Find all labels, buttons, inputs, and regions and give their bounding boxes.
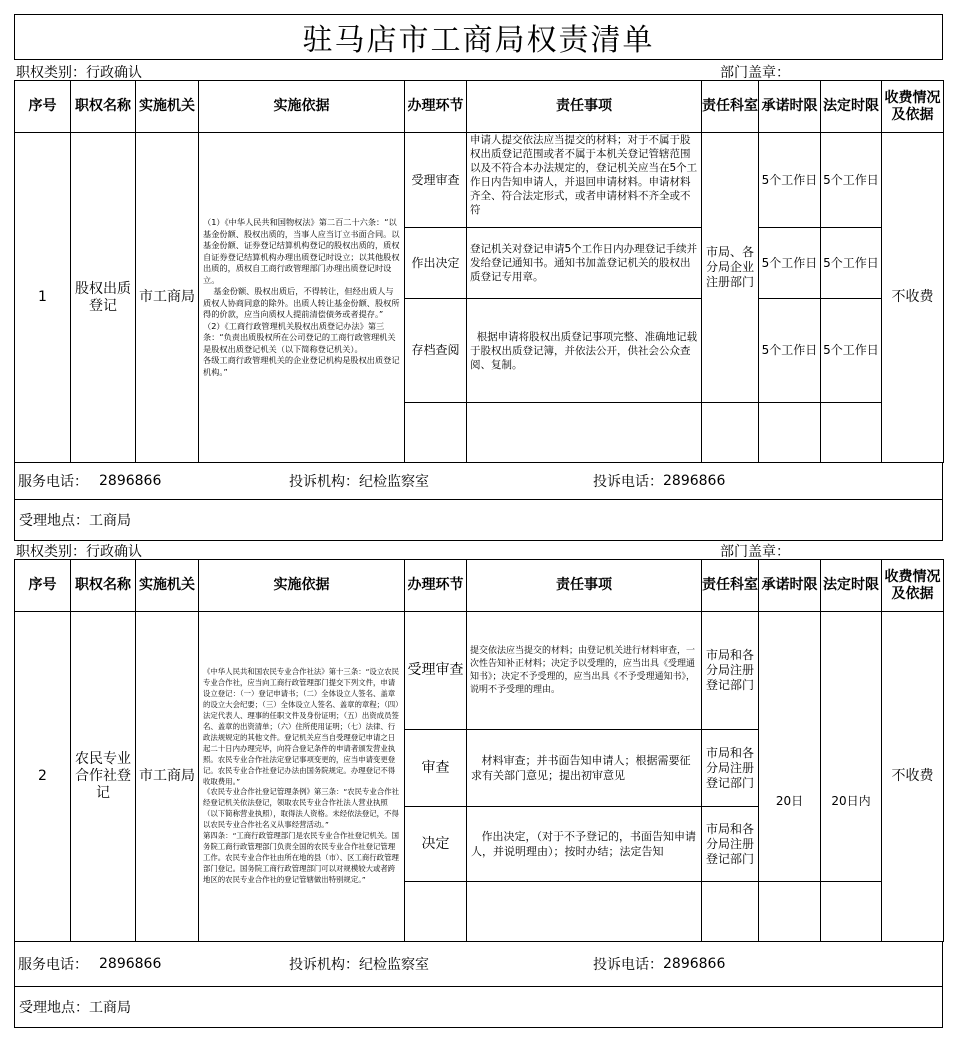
step-duty: 材料审查；并书面告知申请人；根据需要征求有关部门意见；提出初审意见 bbox=[467, 730, 702, 807]
agency: 市工商局 bbox=[136, 612, 199, 942]
legal-basis: 《中华人民共和国农民专业合作社法》第十三条：“设立农民专业合作社，应当向工商行政管理部门提交下列文件，申请设立登记：（一）登记申请书；（二）全体设立人签名、盖章的设立大会纪要；（三）全体设立人签名、盖章的章程；（四）法定代表人、理事的任职文件及身份证明；（五）出资成员签名、盖章的出资清单；（六）住所使用证明；（七）法律、行政法规规定的其他文件。登记机关应当自受理登记申请之日起二十日内办理完毕，向符合登记条件的申请者颁发营业执照。农民专业合作社法定登记事项变更的，应当申请变更登记。农民专业合作社登记办法由国务院规定。办理登记不得收取费用。” 《农民专业合作社登记管理条例》第三条：“农民专业合作社经登记机关依法登记，领取农民专业合作社法人营业执照（以下简称营业执照），取得法人资格。未经依法登记，不得以农民专业合作社名义从事经营活动。” 第四条：“工商行政管理部门是农民专业合作社登记机关。国务院工商行政管理部门负责全国的农民专业合作社登记管理工作。农民专业合作社由所在地的县（市）、区工商行政管理部门登记。国务院工商行政管理部门可以对规模较大或者跨地区的农民专业合作社的登记管辖做出特别规定。” bbox=[199, 612, 405, 942]
service-info-row-2 bbox=[14, 941, 943, 987]
empty-cell bbox=[821, 403, 882, 463]
complaint-phone-label: 投诉电话： bbox=[593, 474, 663, 490]
powers-table-2 bbox=[14, 559, 944, 942]
complaint-phone: 2896866 bbox=[663, 956, 726, 972]
agency: 市工商局 bbox=[136, 133, 199, 463]
header-basis: 实施依据 bbox=[199, 81, 405, 133]
complaint-org: 投诉机构：纪检监察室 bbox=[289, 474, 429, 490]
empty-cell bbox=[702, 403, 759, 463]
service-phone: 2896866 bbox=[99, 956, 162, 972]
step-name: 受理审查 bbox=[405, 612, 467, 730]
legal-basis: （1）《中华人民共和国物权法》第二百二十六条：“以基金份额、股权出质的，当事人应当订立书面合同。以基金份额、证券登记结算机构登记的股权出质的，质权自证券登记结算机构办理出质登记时设立；以其他股权出质的，质权自工商行政管理部门办理出质登记时设立。 基金份额、股权出质后，不得转让，但经出质人与质权人协商同意的除外。出质人转让基金份额、股权所得的价款，应当向质权人提前清偿债务或者提存。” （2）《工商行政管理机关股权出质登记办法》第三条：“负责出质股权所在公司登记的工商行政管理机关是股权出质登记机关（以下简称登记机关）。 各级工商行政管理机关的企业登记机构是股权出质登记机构。” bbox=[199, 133, 405, 463]
legal-time: 5个工作日 bbox=[821, 228, 882, 299]
step-duty: 提交依法应当提交的材料；由登记机关进行材料审查，一次性告知补正材料；决定予以受理的，应当出具《受理通知书》；决定不予受理的，应当出具《不予受理通知书》，说明不予受理的理由。 bbox=[467, 612, 702, 730]
power-name: 农民专业合作社登记 bbox=[71, 612, 136, 942]
header-fee: 收费情况及依据 bbox=[882, 81, 944, 133]
empty-cell bbox=[467, 882, 702, 942]
header-agency: 实施机关 bbox=[136, 560, 199, 612]
header-fee: 收费情况及依据 bbox=[882, 560, 944, 612]
complaint-phone: 2896866 bbox=[663, 473, 726, 489]
step-name: 作出决定 bbox=[405, 228, 467, 299]
powers-table-1 bbox=[14, 80, 944, 463]
step-duty bbox=[467, 133, 702, 228]
promise-time: 5个工作日 bbox=[759, 228, 821, 299]
step-duty: 作出决定，（对于不予登记的，书面告知申请人，并说明理由）；按时办结；法定告知 bbox=[467, 807, 702, 882]
header-duty: 责任事项 bbox=[467, 560, 702, 612]
service-phone-label: 服务电话： bbox=[18, 957, 88, 973]
seal-label: 部门盖章： bbox=[720, 544, 790, 560]
header-dept: 责任科室 bbox=[702, 560, 759, 612]
empty-cell bbox=[702, 882, 759, 942]
header-step: 办理环节 bbox=[405, 81, 467, 133]
header-name: 职权名称 bbox=[71, 560, 136, 612]
service-info-row-1 bbox=[14, 462, 943, 500]
responsible-dept: 市局和各分局注册登记部门 bbox=[702, 807, 759, 882]
location: 受理地点：工商局 bbox=[19, 1000, 131, 1016]
category-label: 职权类别：行政确认 bbox=[16, 65, 142, 81]
step-name: 存档查阅 bbox=[405, 299, 467, 403]
empty-cell bbox=[759, 403, 821, 463]
step-name: 审查 bbox=[405, 730, 467, 807]
header-step: 办理环节 bbox=[405, 560, 467, 612]
header-no: 序号 bbox=[15, 560, 71, 612]
header-legal: 法定时限 bbox=[821, 560, 882, 612]
header-no: 序号 bbox=[15, 81, 71, 133]
empty-cell bbox=[405, 882, 467, 942]
empty-cell bbox=[405, 403, 467, 463]
header-basis: 实施依据 bbox=[199, 560, 405, 612]
seal-label: 部门盖章： bbox=[720, 65, 790, 81]
power-name: 股权出质登记 bbox=[71, 133, 136, 463]
service-phone-label: 服务电话： bbox=[18, 474, 88, 490]
step-duty-text: 申请人提交依法应当提交的材料；对于不属于股权出质登记范围或者不属于本机关登记管辖范围以及不符合本办法规定的，登记机关应当在5个工作日内告知申请人，并退回申请材料。申请材料齐全、符合法定形式，或者申请材料不齐全或不符 bbox=[470, 134, 698, 216]
page-title: 驻马店市工商局权责清单 bbox=[14, 14, 943, 60]
location-row-2 bbox=[14, 986, 943, 1028]
responsible-dept: 市局和各分局注册登记部门 bbox=[702, 612, 759, 730]
empty-cell bbox=[821, 882, 882, 942]
complaint-phone-label: 投诉电话： bbox=[593, 957, 663, 973]
service-phone: 2896866 bbox=[99, 473, 162, 489]
header-name: 职权名称 bbox=[71, 81, 136, 133]
header-promise: 承诺时限 bbox=[759, 560, 821, 612]
step-duty: 根据申请将股权出质登记事项完整、准确地记载于股权出质登记簿，并依法公开，供社会公众查阅、复制。 bbox=[467, 299, 702, 403]
header-legal: 法定时限 bbox=[821, 81, 882, 133]
step-name: 受理审查 bbox=[405, 133, 467, 228]
responsible-dept: 市局和各分局注册登记部门 bbox=[702, 730, 759, 807]
row-no: 1 bbox=[15, 133, 71, 463]
header-agency: 实施机关 bbox=[136, 81, 199, 133]
promise-time: 5个工作日 bbox=[759, 133, 821, 228]
header-dept: 责任科室 bbox=[702, 81, 759, 133]
empty-cell bbox=[759, 882, 821, 942]
header-duty: 责任事项 bbox=[467, 81, 702, 133]
complaint-org: 投诉机构：纪检监察室 bbox=[289, 957, 429, 973]
empty-cell bbox=[467, 403, 702, 463]
step-duty: 登记机关对登记申请5个工作日内办理登记手续并发给登记通知书。通知书加盖登记机关的股权出质登记专用章。 bbox=[467, 228, 702, 299]
category-label: 职权类别：行政确认 bbox=[16, 544, 142, 560]
fee-status: 不收费 bbox=[882, 133, 944, 463]
promise-time: 20日 bbox=[759, 612, 821, 882]
fee-status: 不收费 bbox=[882, 612, 944, 942]
responsible-dept: 市局、各分局企业注册部门 bbox=[702, 133, 759, 403]
location-row-1 bbox=[14, 499, 943, 541]
legal-time: 20日内 bbox=[821, 612, 882, 882]
row-no: 2 bbox=[15, 612, 71, 942]
legal-time: 5个工作日 bbox=[821, 133, 882, 228]
location: 受理地点：工商局 bbox=[19, 513, 131, 529]
promise-time: 5个工作日 bbox=[759, 299, 821, 403]
step-name: 决定 bbox=[405, 807, 467, 882]
header-promise: 承诺时限 bbox=[759, 81, 821, 133]
legal-time: 5个工作日 bbox=[821, 299, 882, 403]
